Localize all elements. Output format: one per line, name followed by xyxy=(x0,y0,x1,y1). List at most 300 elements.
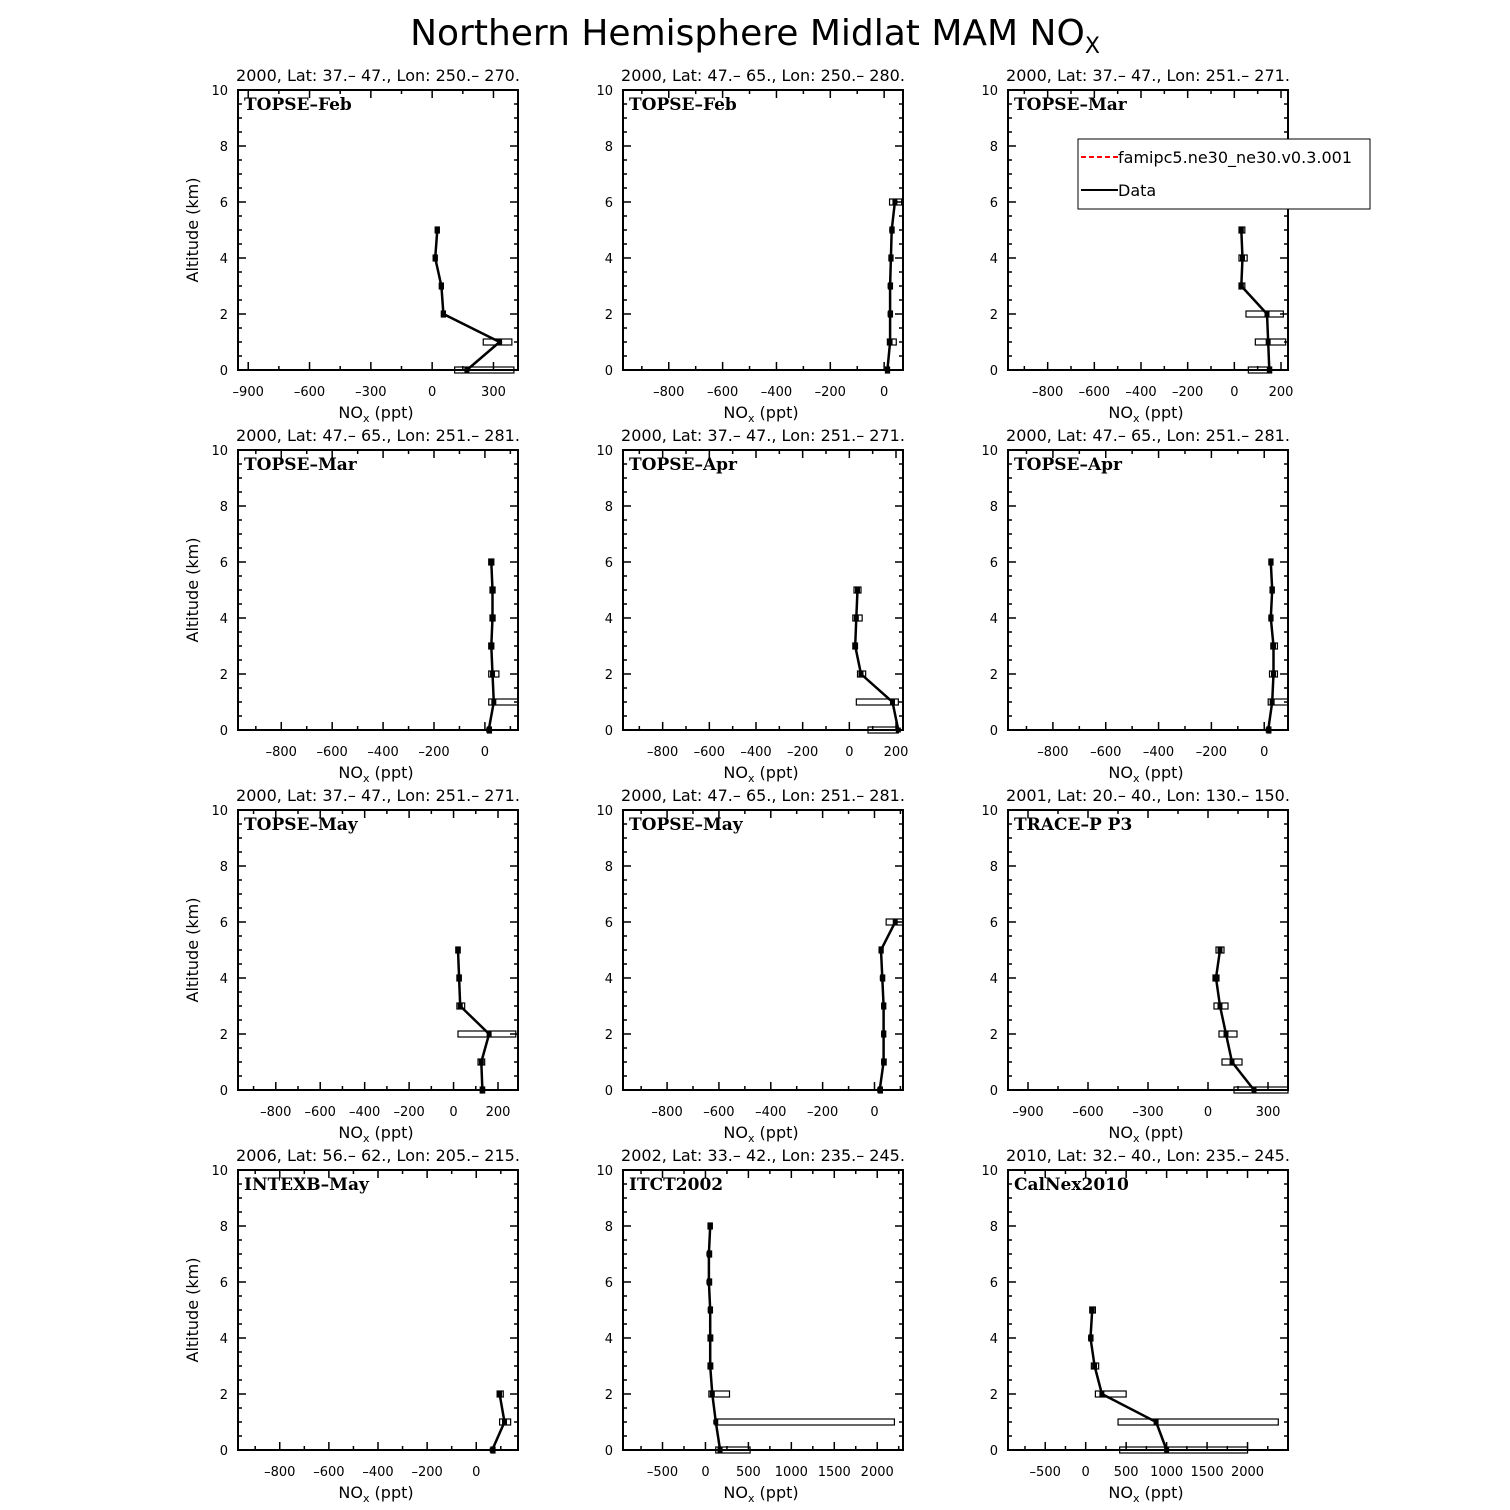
x-tick-label: –900 xyxy=(232,385,264,400)
x-axis-label xyxy=(1108,1123,1183,1145)
panel-header: 2000, Lat: 37.– 47., Lon: 251.– 271. xyxy=(621,426,905,445)
data-point xyxy=(456,948,461,953)
x-axis-label-sub: x xyxy=(747,1132,755,1145)
x-tick-label: –800 xyxy=(651,1105,683,1120)
y-tick-label: 8 xyxy=(604,500,613,515)
plot-frame xyxy=(238,810,518,1090)
x-axis-label-sub: x xyxy=(1132,1492,1140,1505)
data-point xyxy=(1214,976,1219,981)
data-point xyxy=(490,1448,495,1453)
data-line xyxy=(435,230,499,370)
y-tick-label: 4 xyxy=(604,252,613,267)
y-tick-label: 10 xyxy=(211,444,228,459)
plot-frame xyxy=(623,1170,903,1450)
y-axis-label: Altitude (km) xyxy=(183,1257,202,1363)
panels xyxy=(183,66,1293,1505)
x-axis-label-unit: (ppt) xyxy=(754,1483,799,1502)
data-point xyxy=(1270,700,1275,705)
data-point xyxy=(479,1060,484,1065)
panel-header: 2000, Lat: 37.– 47., Lon: 251.– 271. xyxy=(1006,66,1290,85)
panel-header: 2000, Lat: 37.– 47., Lon: 250.– 270. xyxy=(236,66,520,85)
x-tick-label: –300 xyxy=(355,385,387,400)
data-point xyxy=(853,644,858,649)
campaign-label: TOPSE–Feb xyxy=(629,95,737,115)
plot-frame xyxy=(623,90,903,370)
panel-5 xyxy=(596,426,908,785)
x-axis-label-main: NO xyxy=(338,403,363,422)
data-point xyxy=(892,200,897,205)
data-point xyxy=(1271,644,1276,649)
y-tick-label: 2 xyxy=(219,1388,228,1403)
data-point xyxy=(713,1420,718,1425)
data-line xyxy=(1216,950,1254,1090)
panel-12 xyxy=(981,1146,1289,1505)
y-tick-label: 4 xyxy=(989,1332,998,1347)
y-tick-label: 2 xyxy=(989,308,998,323)
data-point xyxy=(1252,1088,1257,1093)
data-point xyxy=(1239,284,1244,289)
campaign-label: TOPSE–May xyxy=(629,815,743,835)
data-line xyxy=(458,950,489,1090)
data-point xyxy=(497,340,502,345)
data-point xyxy=(854,616,859,621)
x-tick-label: –800 xyxy=(265,745,297,760)
data-point xyxy=(1092,1364,1097,1369)
y-tick-label: 2 xyxy=(604,668,613,683)
data-line xyxy=(1241,230,1269,370)
data-point xyxy=(1270,588,1275,593)
x-axis-label-unit: (ppt) xyxy=(754,403,799,422)
data-point xyxy=(893,920,898,925)
y-tick-label: 0 xyxy=(219,724,228,739)
figure-title xyxy=(410,13,1100,59)
campaign-label: CalNex2010 xyxy=(1014,1175,1129,1195)
data-point xyxy=(888,340,893,345)
x-axis-label-sub: x xyxy=(1132,772,1140,785)
data-point xyxy=(878,948,883,953)
x-tick-label: –400 xyxy=(349,1105,381,1120)
y-tick-label: 4 xyxy=(604,612,613,627)
x-tick-label: –300 xyxy=(1132,1105,1164,1120)
data-point xyxy=(480,1088,485,1093)
x-axis-label-unit: (ppt) xyxy=(369,1123,414,1142)
y-tick-label: 0 xyxy=(219,1444,228,1459)
x-axis-label xyxy=(338,403,413,425)
data-point xyxy=(1268,560,1273,565)
x-tick-label: –800 xyxy=(264,1465,296,1480)
figure-title-main: Northern Hemisphere Midlat MAM NO xyxy=(410,13,1085,54)
campaign-label: TOPSE–Mar xyxy=(1014,95,1127,115)
x-tick-label: 2000 xyxy=(860,1465,894,1480)
x-tick-label: –200 xyxy=(418,745,450,760)
x-axis-label xyxy=(723,403,798,425)
x-axis-label xyxy=(338,763,413,785)
data-point xyxy=(708,1308,713,1313)
data-point xyxy=(1088,1336,1093,1341)
panel-header: 2006, Lat: 56.– 62., Lon: 205.– 215. xyxy=(236,1146,520,1165)
x-tick-label: 0 xyxy=(701,1465,710,1480)
data-point xyxy=(486,728,491,733)
y-tick-label: 0 xyxy=(989,1084,998,1099)
x-tick-label: 0 xyxy=(480,745,490,760)
data-point xyxy=(708,1224,713,1229)
x-tick-label: 300 xyxy=(1255,1105,1281,1120)
x-tick-label: –600 xyxy=(313,1465,345,1480)
x-tick-label: –600 xyxy=(304,1105,336,1120)
plot-frame xyxy=(1008,810,1288,1090)
x-tick-label: 0 xyxy=(1203,1105,1213,1120)
x-tick-label: 0 xyxy=(428,385,437,400)
y-tick-label: 6 xyxy=(604,196,613,211)
x-axis-label-sub: x xyxy=(362,1492,370,1505)
y-tick-label: 4 xyxy=(604,1332,613,1347)
x-tick-label: –600 xyxy=(703,1105,735,1120)
x-tick-label: 500 xyxy=(1113,1465,1139,1480)
x-tick-label: 0 xyxy=(880,385,889,400)
x-axis-label-sub: x xyxy=(1132,412,1140,425)
y-axis-label: Altitude (km) xyxy=(183,537,202,643)
x-axis-label-main: NO xyxy=(723,1483,748,1502)
panel-8 xyxy=(596,786,904,1145)
data-point xyxy=(1268,616,1273,621)
data-point xyxy=(1218,948,1223,953)
y-tick-label: 2 xyxy=(989,668,998,683)
x-tick-label: 0 xyxy=(870,1105,879,1120)
y-tick-label: 6 xyxy=(604,556,613,571)
x-axis-label-unit: (ppt) xyxy=(754,1123,799,1142)
x-axis-label-unit: (ppt) xyxy=(1139,763,1184,782)
x-axis-label-sub: x xyxy=(747,412,755,425)
x-axis-label-sub: x xyxy=(1132,1132,1140,1145)
y-tick-label: 8 xyxy=(219,860,228,875)
data-point xyxy=(708,1364,713,1369)
plot-frame xyxy=(238,1170,518,1450)
y-tick-label: 0 xyxy=(604,1084,613,1099)
data-point xyxy=(489,644,494,649)
y-tick-label: 2 xyxy=(219,308,228,323)
x-tick-label: –800 xyxy=(260,1105,292,1120)
y-tick-label: 10 xyxy=(981,444,998,459)
data-point xyxy=(888,284,893,289)
x-axis-label-main: NO xyxy=(338,763,363,782)
panel-11 xyxy=(596,1146,904,1505)
x-tick-label: 1000 xyxy=(1150,1465,1184,1480)
y-tick-label: 10 xyxy=(981,1164,998,1179)
y-tick-label: 0 xyxy=(989,724,998,739)
x-tick-label: –600 xyxy=(1072,1105,1104,1120)
y-tick-label: 0 xyxy=(989,1444,998,1459)
y-tick-label: 2 xyxy=(989,1028,998,1043)
data-point xyxy=(487,1032,492,1037)
data-point xyxy=(896,728,901,733)
x-axis-label-main: NO xyxy=(338,1483,363,1502)
y-tick-label: 10 xyxy=(211,1164,228,1179)
x-tick-label: –200 xyxy=(393,1105,425,1120)
campaign-label: ITCT2002 xyxy=(629,1175,724,1195)
data-point xyxy=(888,312,893,317)
data-point xyxy=(1099,1392,1104,1397)
data-point xyxy=(490,616,495,621)
data-point xyxy=(1267,368,1272,373)
y-tick-label: 8 xyxy=(989,1220,998,1235)
plot-frame xyxy=(1008,1170,1288,1450)
data-point xyxy=(877,1088,882,1093)
x-axis-label-sub: x xyxy=(362,1132,370,1145)
x-tick-label: –600 xyxy=(293,385,326,400)
legend xyxy=(1078,139,1370,209)
plot-frame xyxy=(238,90,518,370)
data-point xyxy=(441,312,446,317)
y-tick-label: 10 xyxy=(596,804,613,819)
x-axis-label-main: NO xyxy=(338,1123,363,1142)
data-point xyxy=(1240,256,1245,261)
x-tick-label: –900 xyxy=(1012,1105,1044,1120)
campaign-label: INTEXB–May xyxy=(244,1175,369,1195)
y-tick-label: 2 xyxy=(604,308,613,323)
y-tick-label: 2 xyxy=(219,1028,228,1043)
data-point xyxy=(889,228,894,233)
x-axis-label-unit: (ppt) xyxy=(1139,1123,1184,1142)
x-axis-label-sub: x xyxy=(747,772,755,785)
y-tick-label: 8 xyxy=(219,140,228,155)
y-tick-label: 4 xyxy=(219,972,228,987)
data-point xyxy=(457,976,462,981)
x-tick-label: 0 xyxy=(1260,745,1269,760)
panel-3 xyxy=(981,66,1293,425)
panel-6 xyxy=(981,426,1289,785)
x-tick-label: 1500 xyxy=(1190,1465,1224,1480)
y-tick-label: 0 xyxy=(989,364,998,379)
campaign-label: TRACE–P P3 xyxy=(1014,815,1133,835)
data-point xyxy=(706,1280,711,1285)
data-point xyxy=(710,1392,715,1397)
data-range-box xyxy=(1118,1419,1278,1425)
x-axis-label xyxy=(1108,763,1183,785)
x-tick-label: 200 xyxy=(485,1105,511,1120)
data-line xyxy=(855,590,898,730)
x-tick-label: 300 xyxy=(481,385,506,400)
panel-header: 2010, Lat: 32.– 40., Lon: 235.– 245. xyxy=(1006,1146,1290,1165)
x-tick-label: –600 xyxy=(706,385,739,400)
data-point xyxy=(1090,1308,1095,1313)
data-point xyxy=(490,672,495,677)
data-point xyxy=(718,1448,723,1453)
data-point xyxy=(1271,672,1276,677)
data-point xyxy=(1224,1032,1229,1037)
panel-header: 2000, Lat: 47.– 65., Lon: 251.– 281. xyxy=(621,786,905,805)
x-axis-label-sub: x xyxy=(747,1492,755,1505)
data-point xyxy=(890,700,895,705)
data-point xyxy=(433,256,438,261)
x-axis-label-unit: (ppt) xyxy=(369,403,414,422)
data-point xyxy=(1266,340,1271,345)
panel-header: 2001, Lat: 20.– 40., Lon: 130.– 150. xyxy=(1006,786,1290,805)
x-tick-label: –200 xyxy=(814,385,846,400)
x-tick-label: 1500 xyxy=(817,1465,851,1480)
y-tick-label: 10 xyxy=(596,444,613,459)
panel-header: 2000, Lat: 47.– 65., Lon: 250.– 280. xyxy=(621,66,905,85)
data-range-box xyxy=(715,1419,895,1425)
y-tick-label: 8 xyxy=(219,500,228,515)
x-tick-label: –200 xyxy=(787,745,819,760)
data-point xyxy=(881,1032,886,1037)
y-tick-label: 8 xyxy=(604,860,613,875)
data-point xyxy=(706,1252,711,1257)
data-point xyxy=(1230,1060,1235,1065)
y-tick-label: 4 xyxy=(989,972,998,987)
y-tick-label: 10 xyxy=(596,84,613,99)
y-tick-label: 0 xyxy=(604,364,613,379)
y-tick-label: 8 xyxy=(219,1220,228,1235)
x-tick-label: –200 xyxy=(411,1465,443,1480)
data-point xyxy=(881,1004,886,1009)
plot-frame xyxy=(623,810,903,1090)
x-axis-label-main: NO xyxy=(723,1123,748,1142)
x-tick-label: –400 xyxy=(362,1465,394,1480)
data-point xyxy=(855,588,860,593)
panel-header: 2002, Lat: 33.– 42., Lon: 235.– 245. xyxy=(621,1146,905,1165)
data-point xyxy=(464,368,469,373)
x-axis-label xyxy=(1108,1483,1183,1505)
x-axis-label-main: NO xyxy=(1108,1483,1133,1502)
x-tick-label: –400 xyxy=(755,1105,787,1120)
plot-frame xyxy=(238,450,518,730)
x-tick-label: 200 xyxy=(883,745,909,760)
data-point xyxy=(881,1060,886,1065)
y-tick-label: 0 xyxy=(604,724,613,739)
panel-9 xyxy=(981,786,1289,1145)
y-tick-label: 8 xyxy=(604,140,613,155)
legend-label: Data xyxy=(1118,181,1157,200)
y-tick-label: 6 xyxy=(219,916,228,931)
y-tick-label: 4 xyxy=(604,972,613,987)
x-tick-label: 500 xyxy=(735,1465,761,1480)
y-tick-label: 8 xyxy=(989,860,998,875)
y-tick-label: 0 xyxy=(219,364,228,379)
y-tick-label: 10 xyxy=(211,84,228,99)
campaign-label: TOPSE–Apr xyxy=(629,455,738,475)
data-point xyxy=(1266,728,1271,733)
y-tick-label: 8 xyxy=(989,500,998,515)
x-tick-label: –500 xyxy=(1029,1465,1061,1480)
plot-frame xyxy=(1008,90,1288,370)
data-point xyxy=(502,1420,507,1425)
x-tick-label: –400 xyxy=(740,745,772,760)
y-axis-label: Altitude (km) xyxy=(183,897,202,1003)
panel-header: 2000, Lat: 47.– 65., Lon: 251.– 281. xyxy=(236,426,520,445)
y-tick-label: 6 xyxy=(219,196,228,211)
y-axis-label: Altitude (km) xyxy=(183,177,202,283)
y-tick-label: 10 xyxy=(596,1164,613,1179)
data-point xyxy=(458,1004,463,1009)
y-tick-label: 2 xyxy=(219,668,228,683)
y-tick-label: 4 xyxy=(219,612,228,627)
data-point xyxy=(859,672,864,677)
panel-2 xyxy=(596,66,904,425)
panel-7 xyxy=(183,786,520,1145)
y-tick-label: 10 xyxy=(981,804,998,819)
y-tick-label: 2 xyxy=(989,1388,998,1403)
y-tick-label: 0 xyxy=(219,1084,228,1099)
data-point xyxy=(708,1336,713,1341)
x-tick-label: –800 xyxy=(653,385,685,400)
x-axis-label xyxy=(338,1483,413,1505)
panel-header: 2000, Lat: 37.– 47., Lon: 251.– 271. xyxy=(236,786,520,805)
panel-4 xyxy=(183,426,520,785)
x-axis-label-unit: (ppt) xyxy=(369,1483,414,1502)
y-tick-label: 6 xyxy=(989,1276,998,1291)
legend-label: famipc5.ne30_ne30.v0.3.001 xyxy=(1118,148,1352,167)
x-tick-label: –400 xyxy=(367,745,399,760)
y-tick-label: 6 xyxy=(989,556,998,571)
x-tick-label: 0 xyxy=(472,1465,481,1480)
y-tick-label: 6 xyxy=(604,1276,613,1291)
data-point xyxy=(489,560,494,565)
campaign-label: TOPSE–Apr xyxy=(1014,455,1123,475)
x-tick-label: –600 xyxy=(316,745,348,760)
x-tick-label: 0 xyxy=(845,745,854,760)
x-axis-label xyxy=(338,1123,413,1145)
x-axis-label-sub: x xyxy=(362,772,370,785)
data-point xyxy=(885,368,890,373)
y-tick-label: 4 xyxy=(219,252,228,267)
campaign-label: TOPSE–May xyxy=(244,815,358,835)
data-point xyxy=(1239,228,1244,233)
y-tick-label: 2 xyxy=(604,1028,613,1043)
x-tick-label: –800 xyxy=(1032,385,1064,400)
x-tick-label: –800 xyxy=(1037,745,1069,760)
data-point xyxy=(1164,1448,1169,1453)
x-axis-label-unit: (ppt) xyxy=(369,763,414,782)
data-point xyxy=(435,228,440,233)
x-tick-label: 2000 xyxy=(1230,1465,1265,1480)
data-line xyxy=(1091,1310,1167,1450)
x-axis-label xyxy=(723,1483,798,1505)
data-point xyxy=(491,700,496,705)
campaign-label: TOPSE–Feb xyxy=(244,95,352,115)
data-point xyxy=(1154,1420,1159,1425)
x-tick-label: –400 xyxy=(1142,745,1175,760)
x-axis-label xyxy=(723,1123,798,1145)
plot-frame xyxy=(1008,450,1288,730)
y-tick-label: 6 xyxy=(989,916,998,931)
panel-10 xyxy=(183,1146,520,1505)
x-axis-label-sub: x xyxy=(362,412,370,425)
x-tick-label: –400 xyxy=(1125,385,1157,400)
x-axis-label-main: NO xyxy=(1108,403,1133,422)
x-tick-label: 0 xyxy=(1230,385,1239,400)
x-tick-label: 1000 xyxy=(774,1465,808,1480)
y-tick-label: 10 xyxy=(211,804,228,819)
panel-1 xyxy=(183,66,520,425)
x-axis-label-main: NO xyxy=(1108,1123,1133,1142)
y-tick-label: 10 xyxy=(981,84,998,99)
x-axis-label xyxy=(1108,403,1183,425)
x-tick-label: –600 xyxy=(1090,745,1122,760)
x-tick-label: –200 xyxy=(1195,745,1228,760)
x-tick-label: –500 xyxy=(646,1465,679,1480)
y-tick-label: 6 xyxy=(989,196,998,211)
x-axis-label-unit: (ppt) xyxy=(1139,403,1184,422)
x-tick-label: 0 xyxy=(1081,1465,1090,1480)
y-tick-label: 6 xyxy=(219,1276,228,1291)
y-tick-label: 2 xyxy=(604,1388,613,1403)
x-tick-label: –200 xyxy=(1172,385,1204,400)
x-axis-label xyxy=(723,763,798,785)
x-axis-label-unit: (ppt) xyxy=(754,763,799,782)
campaign-label: TOPSE–Mar xyxy=(244,455,357,475)
y-tick-label: 8 xyxy=(989,140,998,155)
